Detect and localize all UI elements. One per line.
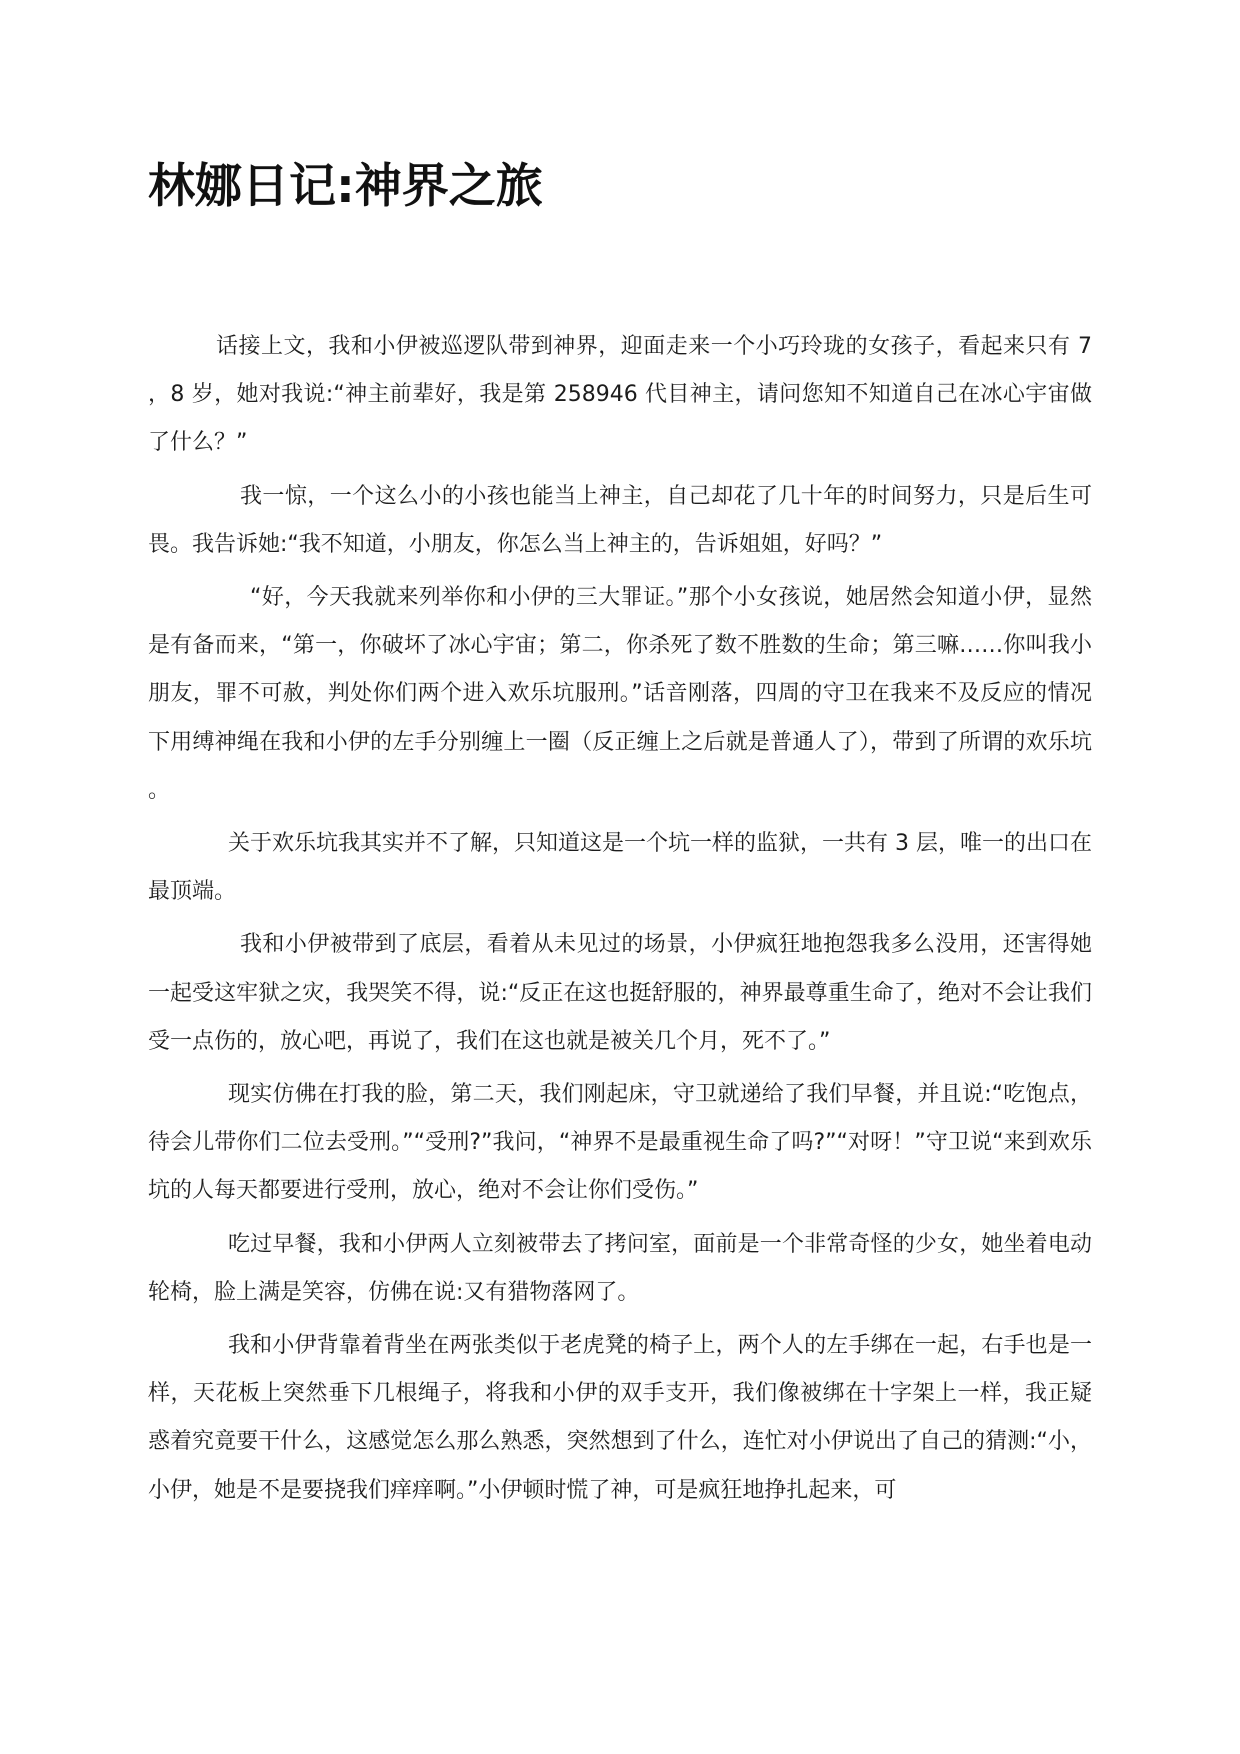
paragraph-2: 我一惊，一个这么小的小孩也能当上神主，自己却花了几十年的时间努力，只是后生可畏。我告诉她:“我不知道，小朋友，你怎么当上神主的，告诉姐姐，好吗？” bbox=[148, 483, 1092, 557]
paragraph-7: 吃过早餐，我和小伊两人立刻被带去了拷问室，面前是一个非常奇怪的少女，她坐着电动轮椅，脸上满是笑容，仿佛在说:又有猎物落网了。 bbox=[148, 1231, 1092, 1305]
paragraph-4: 关于欢乐坑我其实并不了解，只知道这是一个坑一样的监狱，一共有 3 层，唯一的出口在最顶端。 bbox=[148, 831, 1092, 905]
paragraph-3: “好，今天我就来列举你和小伊的三大罪证。”那个小女孩说，她居然会知道小伊，显然是有备而来，“第一，你破坏了冰心宇宙；第二，你杀死了数不胜数的生命；第三嘛……你叫我小朋友，罪不可赦，判处你们两个进入欢乐坑服刑。”话音刚落，四周的守卫在我来不及反应的情况下用缚神绳在我和小伊的左手分别缠上一圈（反正缠上之后就是普通人了），带到了所谓的欢乐坑。 bbox=[148, 585, 1092, 803]
paragraph-8: 我和小伊背靠着背坐在两张类似于老虎凳的椅子上，两个人的左手绑在一起，右手也是一样，天花板上突然垂下几根绳子，将我和小伊的双手支开，我们像被绑在十字架上一样，我正疑惑着究竟要干什么，这感觉怎么那么熟悉，突然想到了什么，连忙对小伊说出了自己的猜测:“小，小伊，她是不是要挠我们痒痒啊。”小伊顿时慌了神，可是疯狂地挣扎起来，可 bbox=[148, 1333, 1092, 1503]
paragraph-5: 我和小伊被带到了底层，看着从未见过的场景，小伊疯狂地抱怨我多么没用，还害得她一起受这牢狱之灾，我哭笑不得，说:“反正在这也挺舒服的，神界最尊重生命了，绝对不会让我们受一点伤的，放心吧，再说了，我们在这也就是被关几个月，死不了。” bbox=[148, 932, 1092, 1054]
paragraph-1: 话接上文，我和小伊被巡逻队带到神界，迎面走来一个小巧玲珑的女孩子，看起来只有 7，8 岁，她对我说:“神主前辈好，我是第 258946 代目神主，请问您知不知道自己在冰心宇宙做了什么？” bbox=[148, 334, 1092, 456]
document-title: 林娜日记:神界之旅 bbox=[148, 159, 543, 214]
document-body bbox=[148, 323, 1092, 1520]
paragraph-6: 现实仿佛在打我的脸，第二天，我们刚起床，守卫就递给了我们早餐，并且说:“吃饱点，待会儿带你们二位去受刑。”“受刑?”我问，“神界不是最重视生命了吗?”“对呀！”守卫说“来到欢乐坑的人每天都要进行受刑，放心，绝对不会让你们受伤。” bbox=[148, 1082, 1092, 1204]
